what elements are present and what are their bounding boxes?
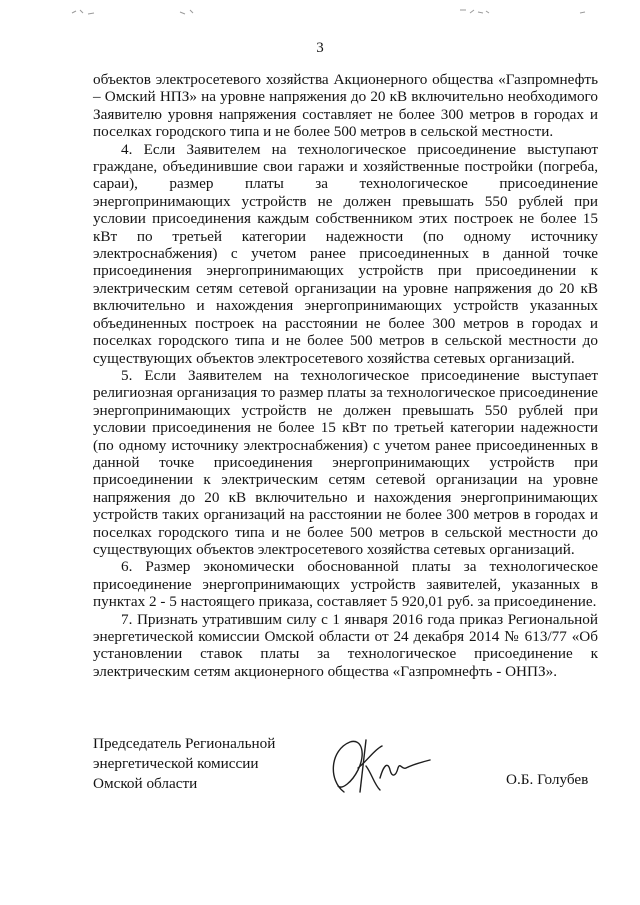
signatory-title-line: Омской области <box>93 775 198 792</box>
paragraph-item-6: 6. Размер экономически обоснованной платы за технологическое присоединение энергопринимающих устройств заявителей, указанных в пунктах 2 - 5 настоящего приказа, составляет 5 920,01 руб. за присоединение. <box>93 558 598 611</box>
paragraph-item-5: 5. Если Заявителем на технологическое присоединение выступает религиозная организация то размер платы за технологическое присоединение энергопринимающих устройств не должен превышать 550 рублей при условии присоединения не более 15 кВт по третьей категории надежности (по одному источнику электроснабжения) с учетом ранее присоединенных в данной точке присоединения энергопринимающих устройств при присоединении к электрическим сетям сетевой организации на уровне напряжения до 20 кВ включительно и нахождения энергопринимающих устройств таких организаций на расстоянии не более 300 метров в городах и поселках городского типа и не более 500 метров в сельской местности до существующих объектов электросетевого хозяйства сетевых организаций. <box>93 366 598 558</box>
paragraph-continuation: объектов электросетевого хозяйства Акционерного общества «Газпромнефть – Омский НПЗ» на уровне напряжения до 20 кВ включительно необходимого Заявителю уровня напряжения составляет не более 300 метров в городах и поселках городского типа и не более 500 метров в сельской местности. <box>93 71 598 141</box>
paragraph-item-7: 7. Признать утратившим силу с 1 января 2016 года приказ Региональной энергетической комиссии Омской области от 24 декабря 2014 № 613/77 «Об установлении ставок платы за технологическое присоединение к электрическим сетям акционерного общества «Газпромнефть - ОНПЗ». <box>93 610 598 680</box>
scan-artifact-marks <box>40 4 600 22</box>
paragraph-item-4: 4. Если Заявителем на технологическое присоединение выступают граждане, объединившие свои гаражи и хозяйственные постройки (погреба, сараи), размер платы за технологическое присоединение энергопринимающих устройств не должен превышать 550 рублей при условии присоединения каждым собственником этих построек не более 15 кВт по третьей категории надежности (по одному источнику электроснабжения) с учетом ранее присоединенных в данной точке присоединения энергопринимающих устройств при присоединении к электрическим сетям сетевой организации на уровне напряжения до 20 кВ включительно и нахождения энергопринимающих устройств указанных объединенных построек на расстоянии не более 300 метров в городах и поселках городского типа и не более 500 метров в сельской местности до существующих объектов электросетевого хозяйства сетевых организаций. <box>93 140 598 367</box>
page-number: 3 <box>316 40 324 56</box>
signatory-title-line: энергетической комиссии <box>93 755 259 772</box>
document-body <box>93 71 598 680</box>
signatory-title-line: Председатель Региональной <box>93 735 276 752</box>
signatory-title <box>93 734 275 794</box>
signatory-name: О.Б. Голубев <box>506 771 589 788</box>
handwritten-signature <box>322 720 442 800</box>
